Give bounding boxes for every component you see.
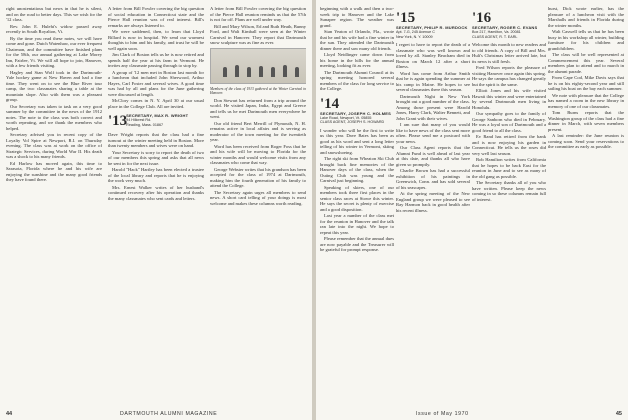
right-column-4 [548,6,624,398]
class-section-header-15 [396,11,470,39]
paragraph: The class will be well represented at Commencement this year. Several members plan to attend and to march in the alumni parade. [548,52,624,74]
photo-figure [295,67,299,77]
left-column-2 [108,6,204,398]
paragraph: Ev Rand has retired from the bank and is now enjoying his garden in Connecticut. He tells us the roses did very well last season. [472,134,546,156]
secretary-title: SECRETARY, JOSEPH C. HOLMES [320,110,391,116]
right-column-1 [320,6,394,398]
class-photo [210,48,306,84]
paragraph: We were saddened, then, to learn that Lloyd Billard is now in hospital. We send our warmest thoughts to him and his family, and trust he will be well again soon. [108,29,204,51]
paragraph: Your Secretary is sorry to report the death of two of our members this spring and asks that all news be sent in for the next issue. [108,149,204,166]
paragraph: The Secretary again urges all members to send news. A short card telling of your doings is most welcome and makes these columns worth reading. [210,189,306,206]
class-secretary-info [472,26,537,39]
class-year-numeral: '13 [108,113,128,129]
paragraph: Walt Caswell tells us that he has been busy in his workshop all winter, building furniture for his children and grandchildren. [548,29,624,51]
paragraph: Lloyd Neidlinger came down from his home in the hills for the annual meeting, looking fit as ever. [320,52,394,68]
paragraph: Tom Burns reports that the Washington group of the class had a fine dinner in March, with seven members present. [548,110,624,132]
photo-caption: Members of the class of 1913 gathered at the Winter Carnival in Hanover. [210,86,306,95]
paragraph: Fred Wilson reports the pleasure of visiting Hanover once again this spring. He says the campus has changed greatly but the spirit is the same. [472,65,546,87]
secretary-address: 94 Hillcrest Rd. [126,118,152,123]
photo-figure [259,66,263,77]
paragraph: The Dartmouth Alumni Council at its spring meeting honored several members of the class for long service to the College. [320,69,394,91]
left-page [0,0,312,420]
class-section-header-16 [472,11,546,39]
paragraph: Secretary advised you in recent copy of the Loyalty Vol Spire at Newport, R.I. on Thursday evening. The class was at work on the office of Strategic Services, during World War II. His death was a shock to his many friends. [6,132,102,159]
paragraph: I wonder who will be the first to write us this year. Dave Bates has been as good as his word and sent a long letter telling of his winter in Vermont, skiing and snowshoeing. [320,127,394,155]
paragraph: I am sure that many of you would like to have news of the class sent more often. Please send me a postcard with your news. [396,122,470,144]
paragraph: Mrs. Ernest Walker writes of her husband's continued recovery after his operation and thanks the many classmates who sent cards and letters. [108,184,204,201]
paragraph: McClory comes in N. Y. April 30 at our usual place in the College Club. All are invited. [108,98,204,109]
photo-figure [223,67,227,77]
paragraph: A last reminder: the June reunion is coming soon. Send your reservations to the committee as early as possible. [548,133,624,149]
right-running-footer: Issue of May 1970 [416,411,469,417]
paragraph: Word has come from Arthur Smith that he is again spending the summer at his camp in Maine. He hopes to see several classmates there this season. [396,70,470,93]
paragraph: Stan Yeaton of Orlando, Fla., wrote that he and his wife had a fine winter in the sun. They attended the Dartmouth dinner there and saw many old friends. [320,29,394,51]
class-section-header-14 [320,97,394,125]
secretary-address: Box 217, Hamilton, Va. 20081 [472,30,521,35]
photo-figure [235,65,239,77]
class-section-header-13 [108,114,204,129]
left-running-footer: DARTMOUTH ALUMNI MAGAZINE [120,411,218,417]
paragraph: We note with pleasure that the College has named a room in the new library in memory of one of our classmates. [548,92,624,109]
paragraph: By the time you read these notes, we will have come and gone. Dutch Watenhaw, our ever frequent Chairman, and the committee have finished plans for the 58th, our annual gathering at Lake Morey Inn, Fairlee, Vt. We will all hope to join, Hanover, with a few friends visiting. [6,35,102,68]
paragraph: Ed Harlow has moved again, this time to Sarasota, Florida where he and his wife are enjoying the sunshine and the many good friends they have found there. [6,160,102,182]
photo-figure [247,67,251,77]
class-agent: CLASS AGENT, JOSEPH S. HOWARD [320,120,385,125]
right-column-3 [472,6,546,398]
paragraph: The Secretary thanks all of you who have written. Please keep the news coming in so these columns remain full of interest. [472,180,546,202]
paragraph: Bob Hamilton writes from California that he hopes to be back East for the reunion in June and to see as many of the old gang as possible. [472,157,546,179]
paragraph: Last year a number of the class met for the reunion in Hanover and the talk ran late into the night. We hope to repeat this year. [320,213,394,235]
class-secretary-info [320,112,391,125]
paragraph: A group of '12 men met in Boston last month for a luncheon that included John Sherwood, Arthur Hayes, Carl Foster and several wives. A good time was had by all and plans for the June gathering were discussed at length. [108,69,204,97]
secretary-title: SECRETARY, MAX R. WRIGHT [126,113,189,118]
paragraph: Speaking of skiers, one of our members took three first places in the senior class races at Stowe this winter. He says the secret is plenty of exercise and a good disposition. [320,184,394,212]
secretary-city: New York, N. Y. 10009 [396,34,433,39]
class-secretary-info [396,26,468,39]
paragraph: From Cape Cod, Mike Davis says that he is on his eighty-second year and still sailing his boat on the bay each summer. [548,75,624,91]
paragraph: A letter from Bill Fowler covering the big question of social education in Connecticut state and the Pierce Hall reunion was of real interest. Bill's remarks are always listened to. [108,6,204,28]
right-page [316,0,628,420]
secretary-address: Lake Road, Newport, Vt. 05855 [320,115,372,120]
left-page-number: 44 [6,411,13,417]
paragraph: George Webster writes that his grandson has been accepted for the class of 1974 at Dartmouth, making him the fourth generation of his family to attend the College. [210,166,306,189]
paragraph: Jim Clark of Boston tells us he is now retired and spends half the year at his farm in Vermont. He invites any classmate passing through to stop by. [108,52,204,68]
right-page-number: 45 [615,411,622,417]
paragraph: Our Secretary was taken to task on a very good summer by the committee in the news of the 1912 notes. The note to the class was both correct and worth repeating, and we thank the members who helped. [6,103,102,131]
paragraph: Hagley and Stan Wolf took in the Dartmouth-Yale hockey game at New Haven and had a fine time. They went on to see the Blue River tour camp, the two classmates sharing a table at the mountain slope. Also with them was a pleasant group. [6,69,102,102]
class-secretary-info [126,114,188,127]
paragraph: Our sympathy goes to the family of George Sanborn who died in February. He was a loyal son of Dartmouth and a good friend to all the class. [472,111,546,133]
secretary-title: SECRETARY, ROGER C. EVANS [472,25,538,30]
paragraph: Welcome this month to new readers and to old friends. A copy of Bill and Mrs. Huli's Christmas letter arrived late, but its news is still fresh. [472,42,546,64]
paragraph: The right ski from Wheaton Ski Club brought back fine memories of the Hanover days of the class, when the Outing Club was young and the Carnival just beginning. [320,156,394,184]
paragraph: Elliott Jones and his wife visited Hawaii this winter and were entertained by several Dartmouth men living in Honolulu. [472,88,546,110]
paragraph: A letter from Bill Fowler covering the big question of the Pierce Hall reunion reminds us that the 57th is not far off. Plans are well under way. [210,6,306,22]
class-year-numeral: '16 [472,10,492,26]
paragraph: Harold "Hack" Hartley has been elected a trustee of the local library and reports that he is enjoying the work very much. [108,167,204,183]
paragraph: Dartmouth Night in New York brought out a good number of the class. Among those present were Harold Jones, Harry Clark, Walter Bennett, and John Grant with their wives. [396,93,470,121]
paragraph: At the spring meeting of the New England group we were pleased to see Ray Harmon back in good health after his recent illness. [396,191,470,213]
right-column-2 [396,6,470,398]
class-year-numeral: '14 [320,95,340,112]
paragraph: beginning with a walk and then a two-week trip to Hanover and the Lake Sunapee region. The weather was grand. [320,6,394,28]
paragraph: I regret to have to report the death of a classmate who was well known and loved by all. Stanley Beacham died in Boston on March 12 after a short illness. [396,42,470,70]
secretary-address: Apt. 7-G, 245 Avenue C [396,30,435,35]
paragraph: Rev. John E. Huleht's widow passed away recently in South Royalton, Vt. [6,23,102,34]
left-column-3 [210,6,306,398]
left-col1-paragraphs [6,6,102,183]
paragraph: Our Class Agent reports that the Alumni Fund is well ahead of last year at this date, and thanks all who have given so promptly. [396,145,470,167]
paragraph: Our old friend Bert Merrill of Plymouth, N. H. remains active in local affairs and is serving as moderator of the town meeting for the twentieth year. [210,120,306,143]
paragraph: Word has been received from Roger Foss that he and his wife will be moving to Florida for the winter months and would welcome visits from any classmates who come that way. [210,143,306,166]
photo-figure [271,67,275,77]
paragraph: Dave Wright reports that the class had a fine turnout at the winter meeting held in Boston. More than twenty members and wives were on hand. [108,132,204,148]
paragraph: Please remember that the annual dues are now payable and the Treasurer will be grateful for prompt response. [320,236,394,253]
paragraph: right unostentatious but news in that he is silent, and on the road to better days. This we wish for the '12 class. [6,6,102,22]
paragraph: Don Stewart has returned from a trip around the world. He visited Japan, India, Egypt and Greece and tells us he met Dartmouth men everywhere he went. [210,97,306,120]
secretary-city: Reading, Mass. 01867 [126,122,164,127]
paragraph: Bill and Mary Wilson, Ed and Ruth Heath, Bunny Ford, and Walt Kimball were seen at the Winter Carnival in Hanover. They report that Dartmouth snow sculpture was as fine as ever. [210,23,306,45]
left-column-1 [6,6,102,398]
photo-figure [283,65,287,77]
secretary-title: SECRETARY, PHILIP R. MURDOCK [396,25,468,30]
paragraph: hurst, Dick wrote earlier, has the pleasure of a luncheon visit with the Marshalls and friends in Florida during the winter months. [548,6,624,28]
class-year-numeral: '15 [396,10,416,26]
paragraph: Charlie Brown has had a successful exhibition of his paintings in Greenwich, Conn. and has sold several of his seascapes. [396,168,470,190]
class-agent: CLASS AGENT, R. T. EARL [472,34,518,39]
